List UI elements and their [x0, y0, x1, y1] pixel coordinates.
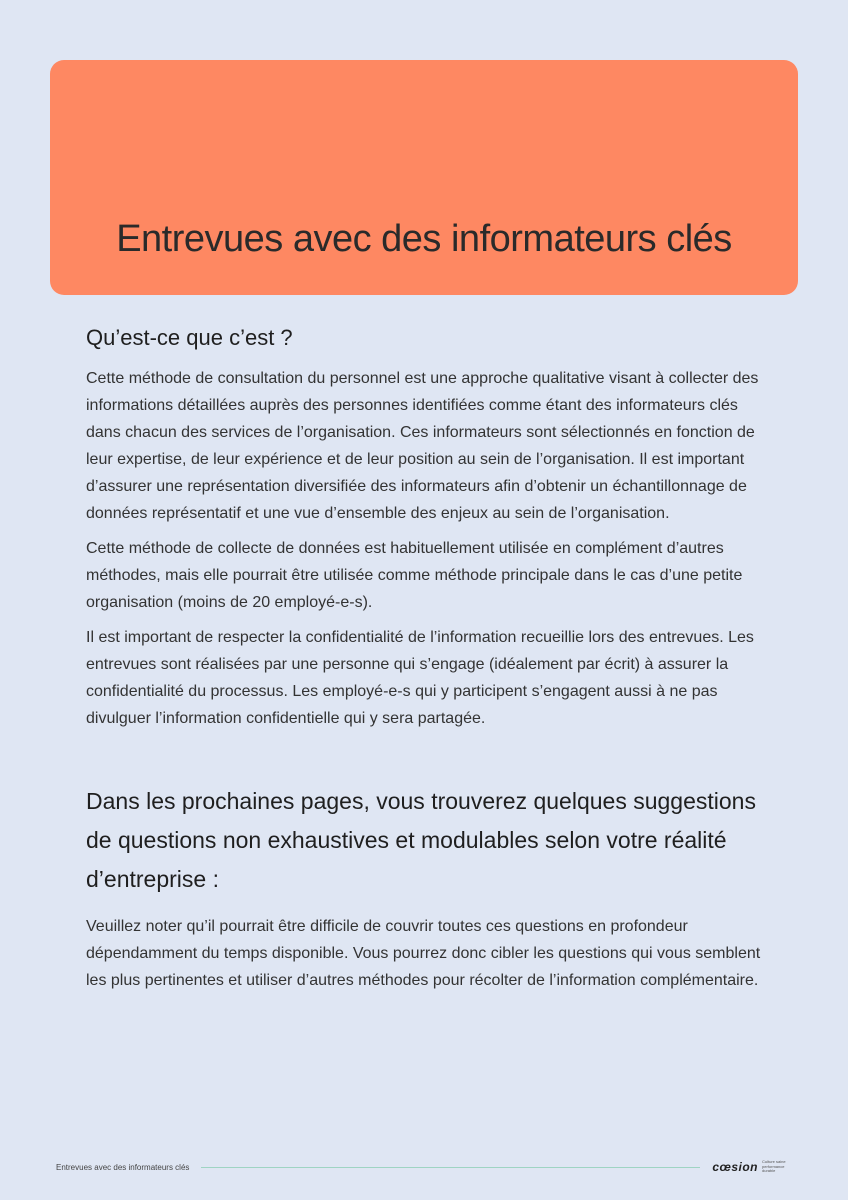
footer-divider	[201, 1167, 700, 1168]
next-pages-heading: Dans les prochaines pages, vous trouverez quelques suggestions de questions non exhaustives et modulables selon votre réalité d’entreprise :	[86, 788, 756, 892]
footer	[56, 1160, 788, 1174]
note-paragraph: Veuillez noter qu’il pourrait être difficile de couvrir toutes ces questions en profondeur dépendamment du temps disponible. Vous pourrez donc cibler les questions qui vous semblent les plus pertinentes et utiliser d’autres méthodes pour récolter de l’information complémentaire.	[86, 918, 761, 989]
logo-wordmark: cœsion	[712, 1160, 758, 1174]
section-title: Qu’est-ce que c’est ?	[86, 325, 293, 350]
main-content	[86, 325, 766, 1002]
paragraph-1: Cette méthode de consultation du personnel est une approche qualitative visant à collecter des informations détaillées auprès des personnes identifiées comme étant des informateurs clés dans chacun des services de l’organisation. Ces informateurs sont sélectionnés en fonction de leur expertise, de leur expérience et de leur position au sein de l’organisation. Il est important d’assurer une représentation diversifiée des informateurs afin d’obtenir un échantillonnage de données représentatif et une vue d’ensemble des enjeux au sein de l’organisation.	[86, 370, 759, 522]
logo-tagline: Culture saine performance durable	[762, 1159, 786, 1174]
paragraph-3: Il est important de respecter la confidentialité de l’information recueillie lors des entrevues. Les entrevues sont réalisées par une personne qui s’engage (idéalement par écrit) à assurer la confidentialité du processus. Les employé-e-s qui y participent s’engagent aussi à ne pas divulguer l’information confidentielle qui y sera partagée.	[86, 629, 754, 727]
paragraph-2: Cette méthode de collecte de données est habituellement utilisée en complément d’autres méthodes, mais elle pourrait être utilisée comme méthode principale dans le cas d’une petite organisation (moins de 20 employé-e-s).	[86, 540, 743, 611]
coesion-logo	[712, 1160, 788, 1174]
footer-label: Entrevues avec des informateurs clés	[56, 1162, 190, 1172]
page-title: Entrevues avec des informateurs clés	[116, 218, 732, 260]
title-banner	[50, 60, 798, 295]
